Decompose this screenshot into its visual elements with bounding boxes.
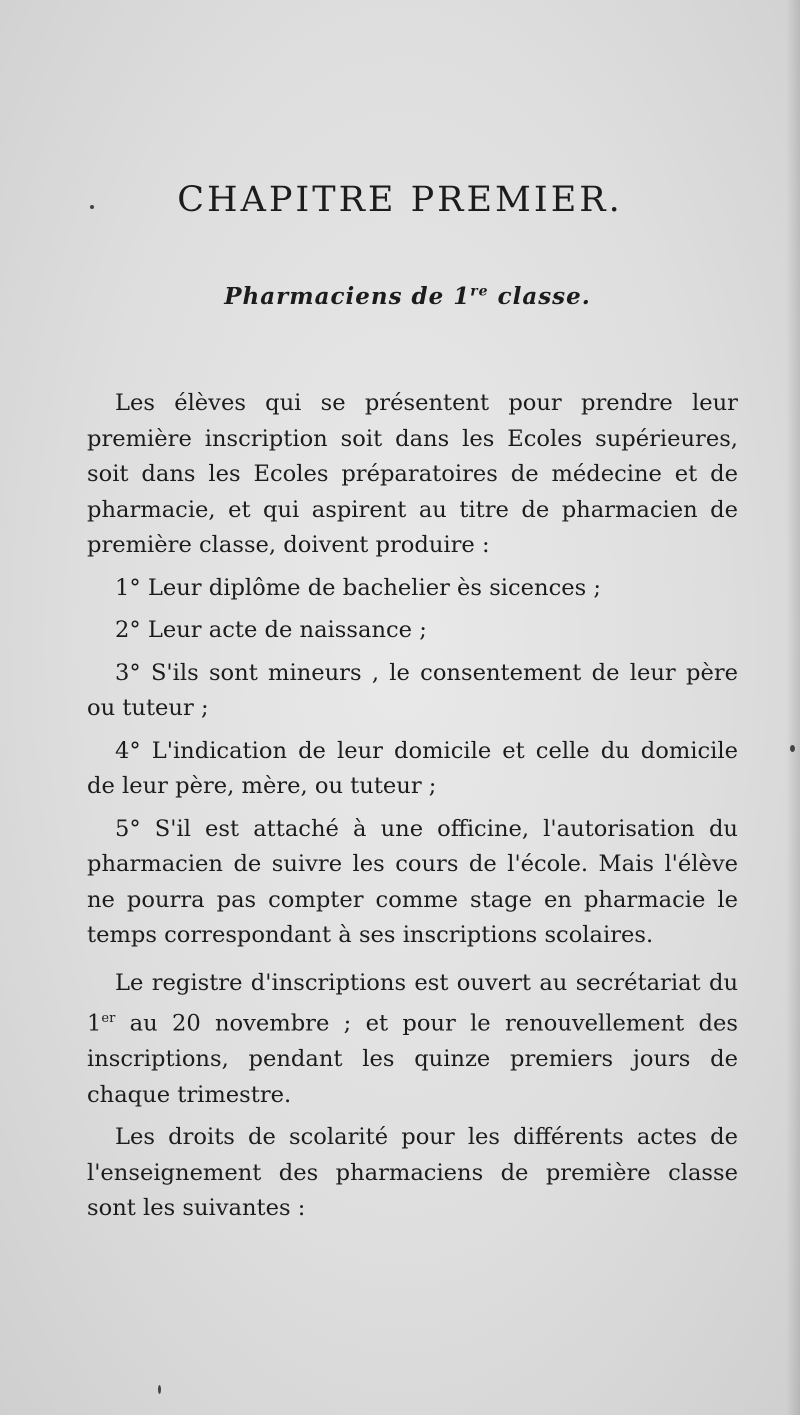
chapter-title: CHAPITRE PREMIER.: [177, 180, 623, 220]
print-speck: [790, 745, 795, 752]
section-title: [0, 283, 800, 310]
section-title-superscript: re: [470, 283, 489, 300]
registre-superscript: er: [101, 1011, 116, 1026]
intro-paragraph: Les élèves qui se présentent pour prendre leur première inscription soit dans les Ecoles supérieures, soit dans les Ecoles préparatoires de médecine et de pharmacie, et qui aspirent au titre de pharmacien de première classe, doivent produire :: [87, 390, 738, 558]
registre-text-after: au 20 novembre ; et pour le renouvellement des inscriptions, pendant les quinze premiers jours de chaque trimestre.: [87, 1010, 738, 1108]
requirement-item-4: 4° L'indication de leur domicile et celle du domicile de leur père, mère, ou tuteur ;: [87, 737, 738, 799]
droits-paragraph: Les droits de scolarité pour les différents actes de l'enseignement des pharmaciens de première classe sont les suivantes :: [87, 1124, 738, 1222]
requirement-item-2: 2° Leur acte de naissance ;: [115, 617, 427, 643]
registre-paragraph: [87, 966, 738, 1114]
body-text: [87, 386, 738, 1227]
print-speck: [158, 1385, 161, 1394]
requirement-item-1: 1° Leur diplôme de bachelier ès sicences ;: [115, 574, 602, 601]
requirement-item-3: 3° S'ils sont mineurs , le consentement de leur père ou tuteur ;: [87, 659, 738, 721]
section-title-before: Pharmaciens de 1: [224, 283, 471, 310]
section-title-after: classe.: [488, 283, 591, 310]
registre-text-before: Le registre d'inscriptions est ouvert au secrétariat du 1: [87, 969, 738, 1037]
requirement-item-5: 5° S'il est attaché à une officine, l'autorisation du pharmacien de suivre les cours de l'école. Mais l'élève ne pourra pas compter comme stage en pharmacie le temps correspondant à ses inscriptions scolaires.: [87, 815, 738, 948]
print-speck: [90, 205, 94, 209]
